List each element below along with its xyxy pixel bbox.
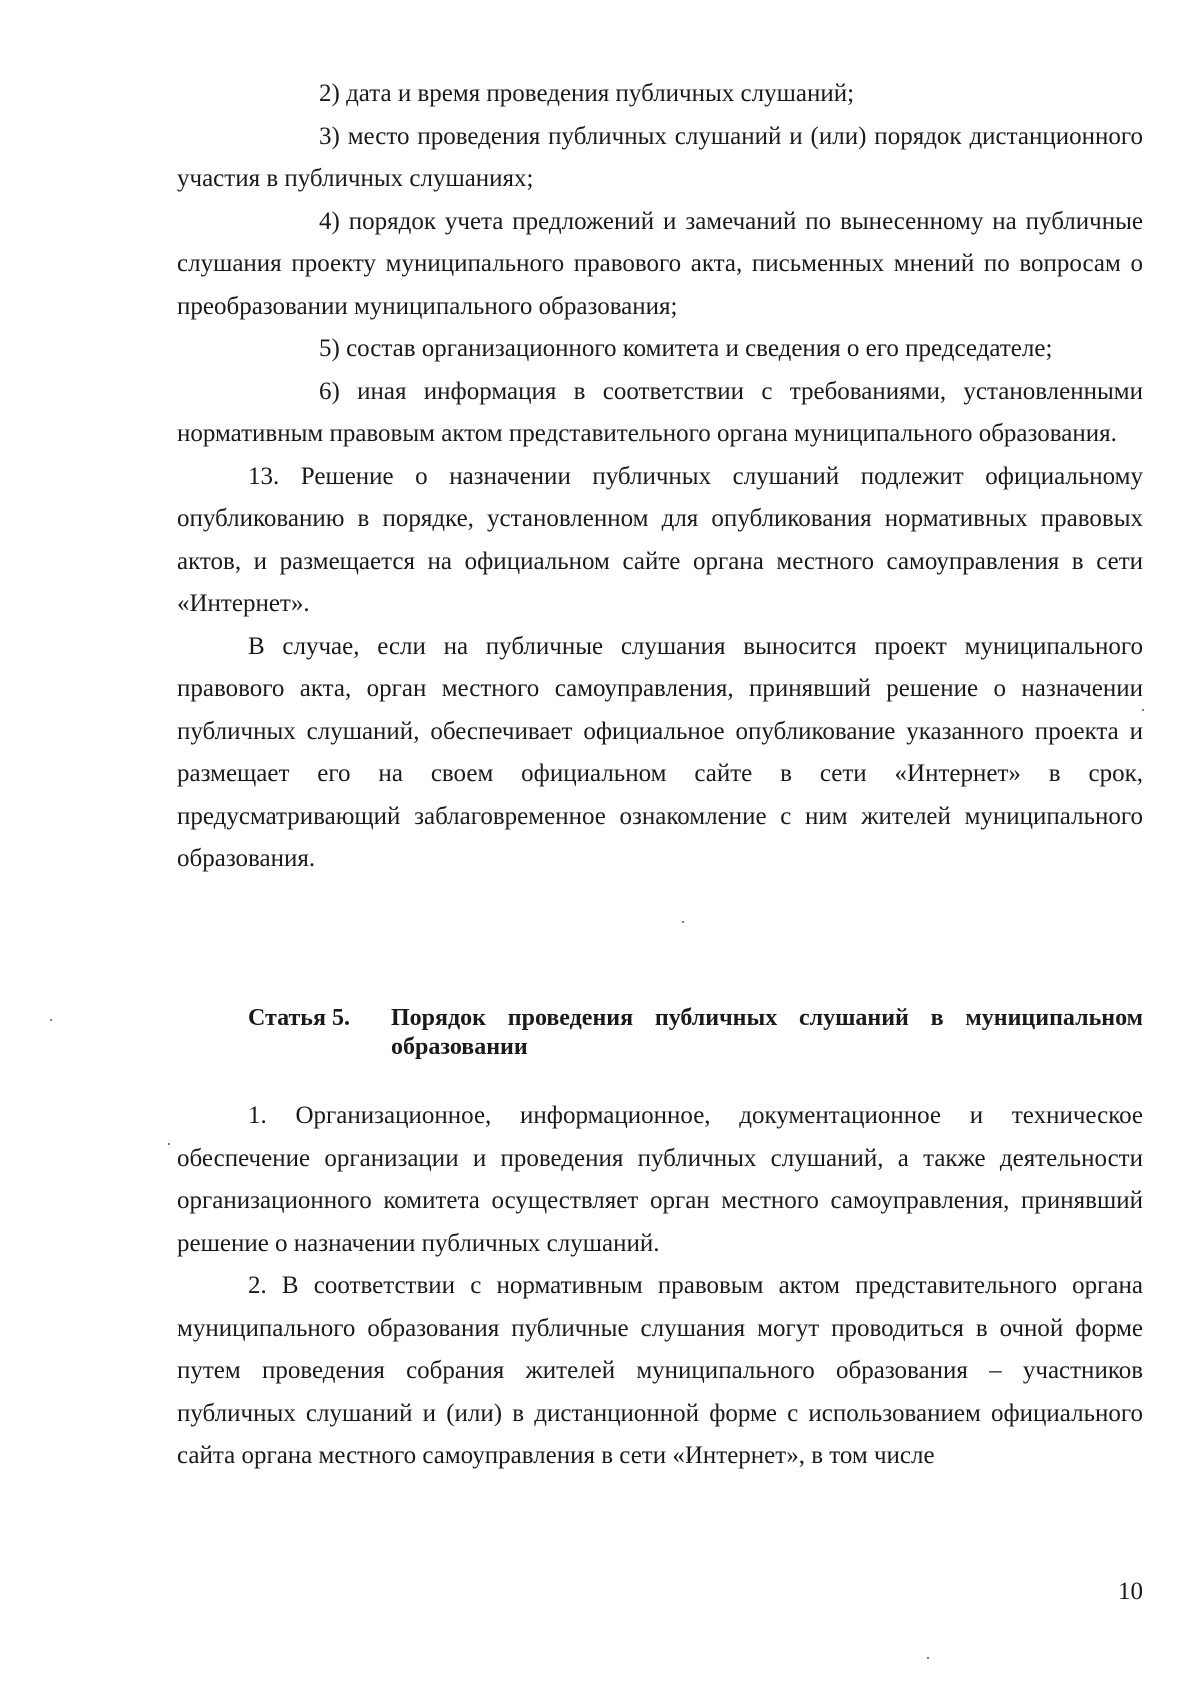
- list-item-5: [177, 328, 1143, 371]
- list-item-4: [177, 201, 1143, 329]
- list-item-text: порядок учета предложений и замечаний по вынесенному на публичные слушания проекту муниципального правового акта, письменных мнений по вопросам о преобразовании муниципального образования;: [177, 207, 1143, 320]
- list-item-3: [177, 116, 1143, 201]
- list-item-6: [177, 371, 1143, 456]
- list-item-text: дата и время проведения публичных слушаний;: [346, 80, 855, 107]
- scan-speck: [168, 1143, 170, 1145]
- scan-speck: [50, 1019, 52, 1021]
- list-item-2: [177, 73, 1143, 116]
- paragraph-13: 13. Решение о назначении публичных слушаний подлежит официальному опубликованию в порядке, установленном для опубликования нормативных правовых актов, и размещается на официальном сайте органа местного самоуправления в сети «Интернет».: [177, 462, 1143, 617]
- list-item-text: состав организационного комитета и сведения о его председателе;: [346, 335, 1053, 362]
- article-label: Статья 5.: [248, 1005, 350, 1031]
- list-section: [177, 73, 1143, 881]
- list-item-number: 4): [319, 207, 340, 235]
- article-heading: [177, 1004, 1143, 1062]
- list-item-number: 3): [319, 122, 340, 150]
- paragraph-2: 2. В соответствии с нормативным правовым актом представительного органа муниципального образования публичные слушания могут проводиться в очной форме путем проведения собрания жителей муниципального образования – участников публичных слушаний и (или) в дистанционной форме с использованием официального сайта органа местного самоуправления в сети «Интернет», в том числе: [177, 1272, 1143, 1469]
- list-item-number: 6): [319, 377, 340, 405]
- article-body: [177, 1095, 1143, 1478]
- list-item-text: место проведения публичных слушаний и (или) порядок дистанционного участия в публичных слушаниях;: [177, 122, 1144, 192]
- paragraph-publication-case: В случае, если на публичные слушания выносится проект муниципального правового акта, орган местного самоуправления, принявший решение о назначении публичных слушаний, обеспечивает официальное опубликование указанного проекта и размещает его на своем официальном сайте в сети «Интернет» в срок, предусматривающий заблаговременное ознакомление с ним жителей муниципального образования.: [177, 632, 1143, 872]
- page-number: 10: [1118, 1578, 1143, 1605]
- article-title: Порядок проведения публичных слушаний в муниципальном образовании: [391, 1005, 1143, 1060]
- list-item-number: 2): [319, 80, 340, 107]
- scan-speck: [682, 921, 684, 923]
- list-item-number: 5): [319, 335, 340, 362]
- scan-speck: [1142, 709, 1144, 711]
- scan-speck: [927, 1657, 929, 1659]
- list-item-text: иная информация в соответствии с требованиями, установленными нормативным правовым актом представительного органа муниципального образования.: [177, 377, 1143, 447]
- paragraph-1: 1. Организационное, информационное, документационное и техническое обеспечение организации и проведения публичных слушаний, а также деятельности организационного комитета осуществляет орган местного самоуправления, принявший решение о назначении публичных слушаний.: [177, 1102, 1143, 1257]
